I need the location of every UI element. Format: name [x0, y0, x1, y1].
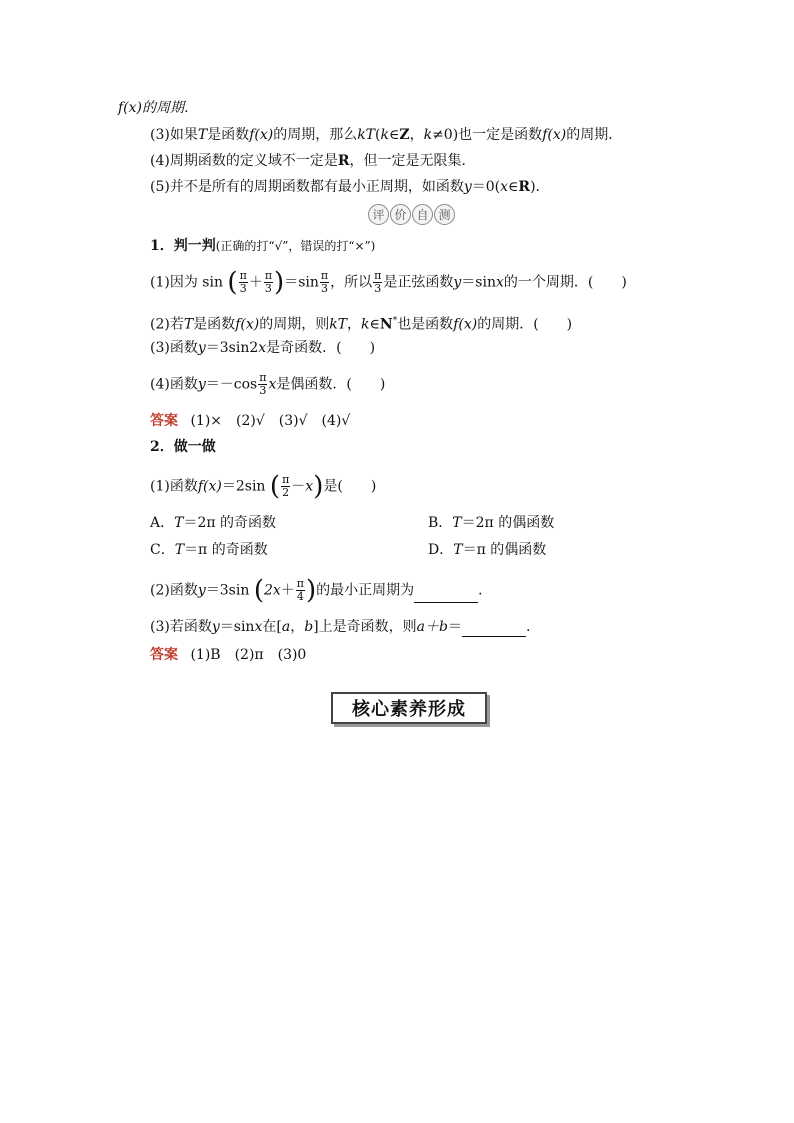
text-span: y — [197, 340, 206, 356]
text-span: R — [518, 179, 531, 195]
denominator: 2 — [282, 486, 290, 499]
fraction — [239, 270, 248, 295]
fraction — [281, 474, 290, 499]
answer-text: (1)B (2)π (3)0 — [190, 647, 307, 663]
text-span: y — [211, 619, 220, 635]
text-span: B． — [428, 515, 453, 531]
text-span: x — [495, 274, 504, 291]
text-span: f(x)的周期． — [118, 100, 199, 116]
paren-right: ) — [274, 267, 285, 298]
denominator: 3 — [374, 282, 382, 295]
question-item — [150, 311, 572, 335]
text-span: T — [197, 127, 208, 143]
text-span: (2)函数 — [150, 582, 198, 599]
text-span: (4)函数 — [150, 376, 198, 393]
text-span: T — [174, 542, 185, 558]
fraction — [320, 270, 329, 295]
text-span: ＝－cos — [205, 376, 258, 393]
text-span: 在[ — [262, 619, 282, 635]
fraction — [264, 270, 273, 295]
denominator: 4 — [296, 590, 304, 603]
numerator: π — [259, 371, 267, 384]
text-span: ∈ — [508, 179, 519, 195]
text-span: f(x) — [235, 316, 260, 333]
text-span: ，所以 — [330, 274, 373, 291]
text-span: f(x) — [542, 127, 567, 143]
text-span: (3)如果 — [150, 127, 198, 143]
badge-char: 测 — [434, 204, 455, 225]
denominator: 3 — [239, 282, 247, 295]
text-span: ∈ — [369, 316, 380, 333]
text-span: f(x) — [249, 127, 274, 143]
question-title — [150, 236, 375, 256]
answer-text: (1)× (2)√ (3)√ (4)√ — [190, 413, 351, 429]
text-span: y — [197, 376, 206, 393]
section-title: 核心素养形成 — [331, 692, 487, 724]
denominator: 3 — [264, 282, 272, 295]
paren-left: ( — [227, 267, 238, 298]
text-span: ∈ — [388, 127, 400, 143]
answer-label: 答案 — [150, 413, 178, 429]
text-span: 是函数 — [207, 127, 250, 143]
numerator: π — [282, 473, 290, 486]
option-b — [428, 513, 554, 533]
text-span: f(x) — [197, 478, 222, 495]
fraction — [296, 578, 305, 603]
paren-left: ( — [269, 471, 281, 502]
text-span: 1．判一判 — [150, 238, 216, 254]
text-span: 是( ) — [323, 478, 377, 495]
answer-line — [150, 645, 306, 665]
text-span: b — [304, 619, 314, 635]
question-item — [150, 338, 375, 358]
question-item — [150, 575, 493, 606]
text-span: y — [197, 582, 206, 599]
text-span: 的周期．( ) — [477, 316, 573, 333]
text-span: 也是函数 — [397, 316, 454, 333]
text-span: (4)周期函数的定义域不一定是 — [150, 153, 338, 169]
numerator: π — [296, 577, 305, 590]
text-span: (正确的打“√”，错误的打“×”) — [215, 239, 376, 253]
text-line — [150, 151, 475, 171]
text-span: ≠0)也一定是函数 — [432, 127, 543, 143]
text-span: A． — [150, 515, 175, 531]
paren-right: ) — [306, 575, 317, 606]
text-span: ， — [347, 316, 362, 333]
text-span: 的最小正周期为 — [316, 582, 415, 599]
answer-blank — [414, 588, 478, 603]
text-span: ． — [478, 582, 493, 599]
text-span: y — [463, 179, 472, 195]
option-c — [150, 540, 268, 560]
text-span: kT — [329, 316, 348, 333]
text-span: T — [453, 542, 463, 558]
text-span: x — [254, 619, 263, 635]
text-span: . — [525, 619, 531, 635]
text-span: N — [379, 316, 393, 333]
text-span: T — [183, 316, 194, 333]
text-span: ＝ — [447, 619, 462, 635]
section-badge-self-test — [368, 204, 455, 225]
text-span: (2)若 — [150, 316, 184, 333]
question-item — [150, 471, 377, 502]
text-span: D． — [428, 542, 454, 558]
answer-label: 答案 — [150, 647, 178, 663]
numerator: π — [264, 269, 273, 282]
text-span: (1)函数 — [150, 478, 198, 495]
text-span: 2x — [263, 582, 281, 599]
text-span: 是偶函数．( ) — [276, 376, 386, 393]
text-span: 是正弦函数 — [383, 274, 454, 291]
text-span: ＝3sin2 — [205, 340, 259, 356]
text-span: 的周期． — [566, 127, 623, 143]
option-a — [150, 513, 276, 533]
text-line — [150, 177, 550, 197]
text-span: kT — [357, 127, 376, 143]
text-span: x — [305, 478, 314, 495]
text-span: 的周期，则 — [259, 316, 330, 333]
text-span: (1)因为 sin — [150, 274, 223, 291]
numerator: π — [374, 269, 382, 282]
text-span: ， — [290, 619, 305, 635]
text-span: (3)函数 — [150, 340, 198, 356]
denominator: 3 — [259, 384, 267, 397]
text-span: ]上是奇函数，则 — [313, 619, 417, 635]
badge-char: 评 — [368, 204, 389, 225]
denominator: 3 — [321, 282, 328, 295]
text-span: ＝2π 的偶函数 — [461, 515, 555, 531]
text-span: x — [268, 376, 277, 393]
text-span: k — [361, 316, 370, 333]
text-span: R — [337, 153, 350, 169]
answer-blank — [462, 622, 526, 637]
text-span: a — [281, 619, 291, 635]
text-span: ＝2sin — [221, 478, 266, 495]
option-d — [428, 540, 546, 560]
answer-line — [150, 411, 350, 431]
text-span: C． — [150, 542, 175, 558]
paren-left: ( — [253, 575, 264, 606]
text-span: ＝π 的偶函数 — [462, 542, 547, 558]
text-span: ，但一定是无限集． — [349, 153, 476, 169]
fraction — [258, 372, 267, 397]
text-span: * — [392, 316, 398, 326]
numerator: π — [320, 269, 329, 282]
text-span: 2．做一做 — [150, 439, 216, 455]
text-span: 的周期，那么 — [273, 127, 358, 143]
text-span: ， — [409, 127, 424, 143]
text-span: ＝sin — [219, 619, 255, 635]
text-span: x — [500, 179, 509, 195]
text-span: ＝sin — [461, 274, 496, 291]
text-span: ＋ — [248, 274, 263, 291]
text-line — [118, 98, 198, 118]
text-span: x — [258, 340, 267, 356]
text-span: a＋b — [416, 619, 448, 635]
question-item — [150, 617, 530, 637]
text-span: Z — [399, 127, 410, 143]
text-span: y — [453, 274, 462, 291]
text-span: － — [291, 478, 306, 495]
text-span: ＝π 的奇函数 — [184, 542, 268, 558]
text-span: k — [423, 127, 433, 143]
text-span: (3)若函数 — [150, 619, 212, 635]
text-span: 是奇函数．( ) — [266, 340, 376, 356]
text-span: ＋ — [280, 582, 295, 599]
text-span: ( — [375, 127, 381, 143]
text-span: T — [452, 515, 462, 531]
text-span: k — [380, 127, 389, 143]
text-span: T — [174, 515, 184, 531]
text-span: )． — [530, 179, 550, 195]
text-span: ＝2π 的奇函数 — [183, 515, 277, 531]
fraction — [373, 270, 382, 295]
question-item — [150, 267, 627, 298]
text-line — [150, 125, 622, 145]
text-span: ＝3sin — [205, 582, 250, 599]
badge-char: 自 — [412, 204, 433, 225]
text-span: ＝0( — [471, 179, 501, 195]
text-span: 是函数 — [193, 316, 236, 333]
numerator: π — [239, 269, 247, 282]
paren-right: ) — [313, 471, 324, 502]
text-span: (5)并不是所有的周期函数都有最小正周期，如函数 — [150, 179, 464, 195]
text-span: f(x) — [453, 316, 478, 333]
text-span: 的一个周期．( ) — [503, 274, 627, 291]
text-span: ＝sin — [284, 274, 319, 291]
badge-char: 价 — [390, 204, 411, 225]
question-item — [150, 372, 385, 397]
question-title — [150, 437, 216, 457]
